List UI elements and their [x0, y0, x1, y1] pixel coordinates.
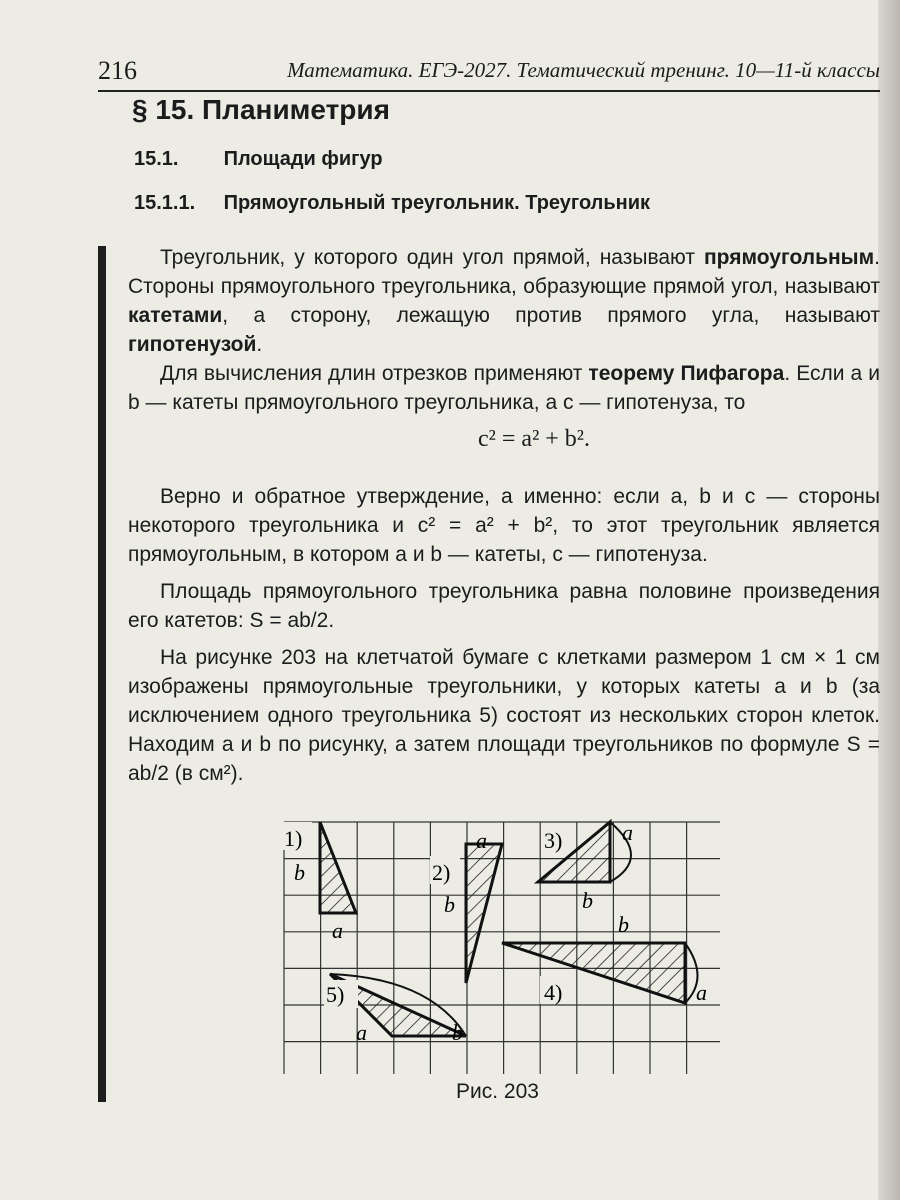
term-pythagorean-theorem: теорему Пифагора	[588, 362, 785, 385]
formula-pythagoras: c² = a² + b².	[478, 426, 590, 452]
label-triangle-4: 4)	[544, 980, 563, 1005]
margin-bar	[98, 246, 106, 1102]
triangle-4	[502, 943, 685, 1003]
paragraph-pythagoras	[128, 359, 880, 417]
figure-grid-triangles	[280, 818, 720, 1074]
label-a: a	[332, 918, 343, 943]
term-legs: катетами	[128, 304, 223, 327]
label-triangle-1: 1)	[284, 826, 303, 851]
label-b: b	[582, 888, 593, 913]
label-a: a	[476, 828, 487, 853]
label-a: a	[696, 980, 707, 1005]
paragraph-converse: Верно и обратное утверждение, а именно: если a, b и c — стороны некоторого треугольника и c² = a² + b², то этот треугольник является прямоугольным, в котором a и b — катеты, c — гипотенуза.	[128, 485, 880, 566]
text-run: Треугольник, у которого один угол прямой, называют	[160, 246, 704, 269]
label-triangle-3: 3)	[544, 828, 563, 853]
section-title: § 15. Планиметрия	[132, 94, 390, 125]
text-run: , а сторону, лежащую против прямого угла, называют	[222, 304, 880, 327]
page-header	[98, 56, 880, 92]
paragraph-definition	[128, 243, 880, 359]
triangle-1	[320, 822, 356, 913]
figure-caption: Рис. 203	[456, 1080, 539, 1103]
subsection-heading	[134, 148, 383, 171]
subsection-title: Площади фигур	[223, 148, 383, 170]
running-title: Математика. ЕГЭ-2027. Тематический тренинг. 10—11-й классы	[287, 58, 880, 82]
subsubsection-number: 15.1.1.	[134, 192, 196, 214]
label-triangle-5: 5)	[326, 982, 345, 1007]
page-edge	[878, 0, 900, 1200]
text-run: Для вычисления длин отрезков применяют	[160, 362, 589, 385]
page-number: 216	[98, 56, 137, 85]
body-text	[128, 243, 880, 788]
paragraph-figure-description: На рисунке 203 на клетчатой бумаге с клетками размером 1 см × 1 см изображены прямоугольные треугольники, у которых катеты a и b (за исключением одного треугольника 5) состоят из нескольких сторон клеток. Находим a и b по рисунку, а затем площади треугольников по формуле S = ab/2 (в см²).	[128, 646, 880, 785]
label-triangle-2: 2)	[432, 860, 451, 885]
label-a: a	[622, 820, 633, 845]
label-a: a	[356, 1020, 367, 1045]
label-b: b	[618, 912, 629, 937]
label-b: b	[294, 860, 305, 885]
subsubsection-title: Прямоугольный треугольник. Треугольник	[223, 192, 651, 214]
label-b: b	[452, 1020, 463, 1045]
paragraph-area: Площадь прямоугольного треугольника равна половине произведения его катетов: S = ab/2.	[128, 580, 880, 632]
label-b: b	[444, 892, 455, 917]
subsection-number: 15.1.	[134, 148, 179, 170]
triangle-2-hatch	[466, 844, 502, 983]
text-run: . Если a и b — катеты прямоугольного треугольника, а c — гипотенуза, то	[128, 362, 880, 414]
term-hypotenuse: гипотенузой	[128, 333, 257, 356]
term-right-triangle: прямоугольным	[704, 246, 875, 269]
subsubsection-heading	[134, 192, 650, 215]
text-run: . Стороны прямоугольного треугольника, образующие прямой угол, называют	[128, 246, 880, 298]
text-run: .	[256, 333, 263, 356]
